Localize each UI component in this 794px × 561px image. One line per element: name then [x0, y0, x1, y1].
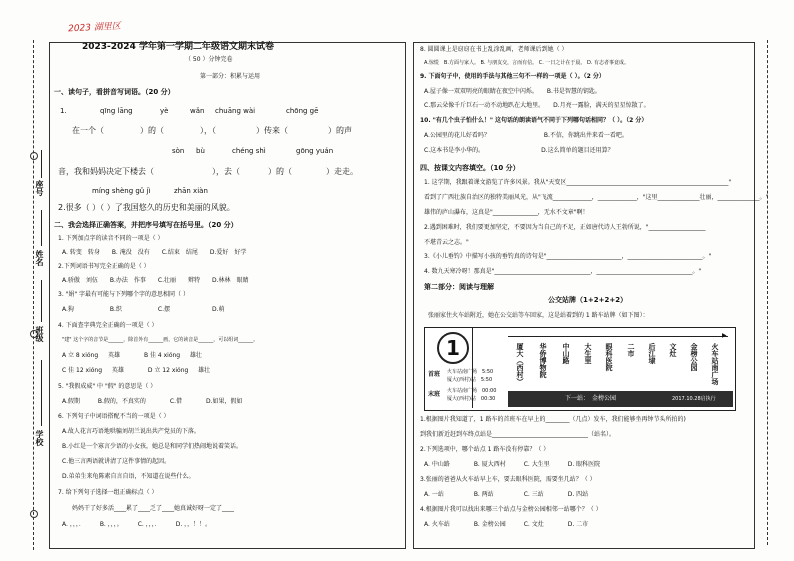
school-label: 学校 [35, 430, 44, 446]
q10-heading: 10. "有几个虫子怕什么！" 这句话的朗读语气不同于下列哪句话相同？（ ）。（2 分） [420, 117, 648, 124]
bus-station: 后江埭 [648, 343, 656, 364]
binding-hole [30, 510, 38, 518]
fill-line: 雄伟的庐山瀑布，这真是"_______________，无水不文章"啊！ [424, 209, 589, 216]
q1-heading: 一、读句子，看拼音写词语。（20 分） [54, 88, 175, 96]
mc-options: A. ，，，． B. ，，，。 C. ，，，． D. ，，！！。 [62, 521, 212, 528]
bus-station: 厦大（西村） [516, 343, 524, 385]
sentence-part: ）的（ [140, 126, 164, 135]
class-line [41, 280, 42, 322]
mc-options: A. 转变 转身 B. 淹没 没有 C.结束 结尾 D.爱好 好学 [62, 249, 247, 256]
sentence-part: 音，我和妈妈决定下楼去（ [58, 167, 154, 176]
mc-options: C.那云朵像千斤巨石一动不动地趴在大地里。 D.月亮一露脸，满天的星星惊散了。 [424, 102, 650, 109]
pinyin: chéng shì [232, 147, 266, 155]
bus-station: 火车站南广场 [711, 343, 719, 385]
exam-title: 2023-2024 学年第一学期二年级语文期末试卷 [82, 42, 274, 52]
mc-question: 6. 下列句子中词语搭配不当的一项是（ ） [58, 413, 170, 420]
mc-options: C.这本书是李小华的。 D.这么简单的题目还用算？ [424, 147, 614, 154]
mc-question: 8. 圆圆课上是窃窃在书上乱涂乱画，老师课后到她（ ） [420, 46, 568, 53]
first-bus-label: 首班 [428, 371, 441, 378]
seat-number-line [41, 150, 42, 178]
q4-heading: 四、按课文内容填空。（10 分） [420, 164, 520, 172]
bus-options: A. 中山路 B. 厦大西村 C. 大生里 D. 眼科医院 [424, 461, 601, 468]
mc-options: A.骄傲 刘伍 B.办法 作事 C.壮丽 辫特 D.林林 眼睛 [62, 277, 249, 284]
next-stop: 下一站： 金榜公园 [565, 395, 617, 402]
sentence-part: ）传来（ [256, 126, 288, 135]
handwritten-note: 2023 湖里区 [67, 21, 122, 35]
bus-title: 公交站牌（1+2+2+2） [548, 296, 628, 304]
name-line [41, 210, 42, 246]
bus-station: 大生里 [584, 343, 592, 364]
bus-station: 文灶 [669, 343, 677, 357]
sentence-part: 在一个（ [72, 126, 104, 135]
pinyin: zhān xiàn [174, 187, 208, 195]
q1-number: 1. [60, 107, 67, 115]
bus-intro: 张丽家住火车站附近，她在公交站等车回家，这是站着到的 1 路车站牌（如下图）： [428, 312, 649, 319]
name-label: 姓名 [35, 250, 44, 266]
fill-line: 4. 数九天寒冷呀！那真是"________________________________，________________________________。" [424, 268, 702, 275]
bus-question: 4.根据图片我可以找出来哪三个站点与金榜公园相邻一站哪个？（ ） [420, 506, 602, 513]
first-bus-time: 火车站南广场 5:50 [447, 369, 494, 375]
fill-line: 1. 这学期，我跟着课文游览了许多风景。我从"天变区______________________________________________________" [424, 179, 732, 186]
q2-heading: 二、我会选择正确答案，并把序号填写在括号里。（20 分） [54, 221, 238, 229]
mc-options: A.狗 B.织 C.摆 D.萌 [62, 306, 225, 313]
mc-question: 7. 给下列句子选择一组正确标点（ ） [58, 489, 158, 496]
fill-line: 3.《小儿垂钓》中描写小孩的垂钓真的诗句是"_________________________，_________________________。" [424, 253, 712, 260]
route-number: 1 [437, 332, 469, 364]
class-label: 班级 [35, 326, 44, 342]
cut-line [33, 40, 34, 550]
first-bus-time: 厦大(西村)站 5:50 [447, 377, 493, 383]
last-bus-time: 火车站南广场 00:00 [447, 388, 497, 394]
mc-options: A 立 8 xióng 英雄 B 佳 4 xióng 雄壮 [62, 352, 202, 359]
route-arrow-icon: ▶ [722, 332, 727, 339]
sentence-part: ）的声 [328, 126, 352, 135]
bus-station: 眼科医院 [605, 343, 613, 371]
right-edge-dash [767, 40, 768, 545]
last-bus-label: 末班 [428, 391, 441, 398]
effective-date: 2017.10.28启执行 [672, 396, 716, 402]
mc-options: A.惊慌 B.方面与家人。 B. 与朋友交，言而有信。 C. 一日之计在于晨。 D. 有志者事竟成。 [424, 60, 630, 66]
sentence-part: ），（ [200, 126, 216, 135]
part1-heading: 第一部分：积累与运用 [200, 73, 261, 80]
mc-question-detail: 妈妈干了好多活____累了____乏了____她真诚好呀一定了____ [72, 505, 235, 512]
bus-question: 1.根据图片我知道了，1 路车的首班车在早上的________（几点）发车，我们能够坐再钟节头所拍的) [420, 416, 686, 423]
pinyin: gōng yuán [296, 147, 334, 155]
sentence-part: ），去（ [212, 167, 240, 176]
bus-station: 中山路 [562, 343, 570, 364]
binding-hole [30, 152, 38, 160]
mc-question: 4. 下面查字典完全正确的一项是（ ） [58, 322, 158, 329]
bus-options: A. 火车站 B. 金榜公园 C. 文灶 D. 二市 [424, 521, 589, 528]
bus-question: 3.张丽的爸爸从火车站早上车，要去眼科医院，需要坐几站？（ ） [420, 476, 596, 483]
sentence-part: ）的（ [268, 167, 292, 176]
pinyin: yè [160, 107, 169, 115]
mc-question: 5. "我假成威" 中 "假" 的意思是（ ） [58, 383, 157, 390]
pinyin: chōng gē [286, 107, 319, 115]
q2-sentence: 2.很多（ ）（ ）了我国悠久的历史和美丽的风貌。 [58, 203, 235, 212]
mc-question: 3. "娟" 字最有可能与下列哪个字的意思相同（ ） [58, 291, 189, 298]
bus-station: 二市 [627, 343, 635, 357]
fill-line: 看到了广西壮族自治区的独特美丽风光，从"飞流_____________，_____________，"这里______________壮丽，______________。" [424, 194, 769, 201]
mc-option-sentence: D.弟弟生来龟陈素自言自语，不知道在说些什么。 [62, 473, 195, 480]
mc-option-sentence: A.故人花言巧语地哄骗刘胡兰说出共产党员的下落。 [62, 428, 200, 435]
last-bus-time: 厦大(西村)站 00:30 [447, 396, 496, 402]
school-line [41, 360, 42, 426]
bus-question: 2.下列选项中，哪个站点 1 路车没有停靠？（ ） [420, 446, 550, 453]
fill-line: 不堪青云之志。" [424, 239, 469, 246]
bus-station: 金榜公园 [690, 343, 698, 371]
bus-question: 到我们新近赶到车终点站是________________________________（站名）。 [420, 431, 616, 438]
route-line [508, 336, 728, 337]
pinyin: wǎn [190, 107, 205, 115]
fill-line: 2.遇到困难时，我们要更加坚定，不要因为当自己的不足，正如唐代诗人王勃所说，"___________________ [424, 224, 706, 231]
bus-station: 华侨博物院 [539, 343, 547, 378]
part2-heading: 第二部分：阅读与理解 [424, 283, 494, 291]
pinyin: sòn [172, 147, 185, 155]
pinyin: chuāng wài [215, 107, 256, 115]
pinyin: bù [196, 147, 205, 155]
mc-question: 1. 下列加点字的读音不同的一项是（ ） [58, 235, 164, 242]
pinyin: míng shèng gǔ jì [92, 187, 151, 195]
mc-option-sentence: C.他三言两语就讲清了这件事情的起因。 [62, 458, 171, 465]
exam-time: （ 50 ）分钟完卷 [185, 56, 233, 63]
mc-question: 2.下列词语书写完全正确的是（ ） [58, 263, 150, 270]
mc-options: A.公园里的花儿好看吗？ B.不信，你跳出井来看一看吧。 [424, 132, 628, 139]
mc-option-sentence: B.小红是一个寡言少语的小女孩，她总是和同学们热闹地说着笑话。 [62, 443, 243, 450]
pinyin: qīng lāng [100, 107, 133, 115]
sentence-part: ）走走。 [326, 167, 358, 176]
mc-options: C 佳 12 xióng 英雄 D 立 12 xióng 雄壮 [62, 367, 211, 374]
seat-number-label: 座号 [35, 180, 44, 196]
q9-heading: 9. 下面句子中，使用的手法与其他三句不一样的一项是（ ）。（2 分） [420, 73, 605, 80]
mc-options: A.屋子像一双双明亮的眼睛在夜空中闪烁。 B.书是智慧的钥匙。 [424, 88, 601, 95]
binding-strip [3, 40, 35, 550]
mc-question-detail: "建" 这个字的音节是______，除首外有______画，它的读音是______，可以组词______。 [62, 337, 259, 343]
mc-options: A.假期 B.假的，不真实的 C.借 D.如果，假如 [62, 398, 243, 405]
bus-options: A. 一站 B. 两站 C. 三站 D. 四站 [424, 491, 589, 498]
